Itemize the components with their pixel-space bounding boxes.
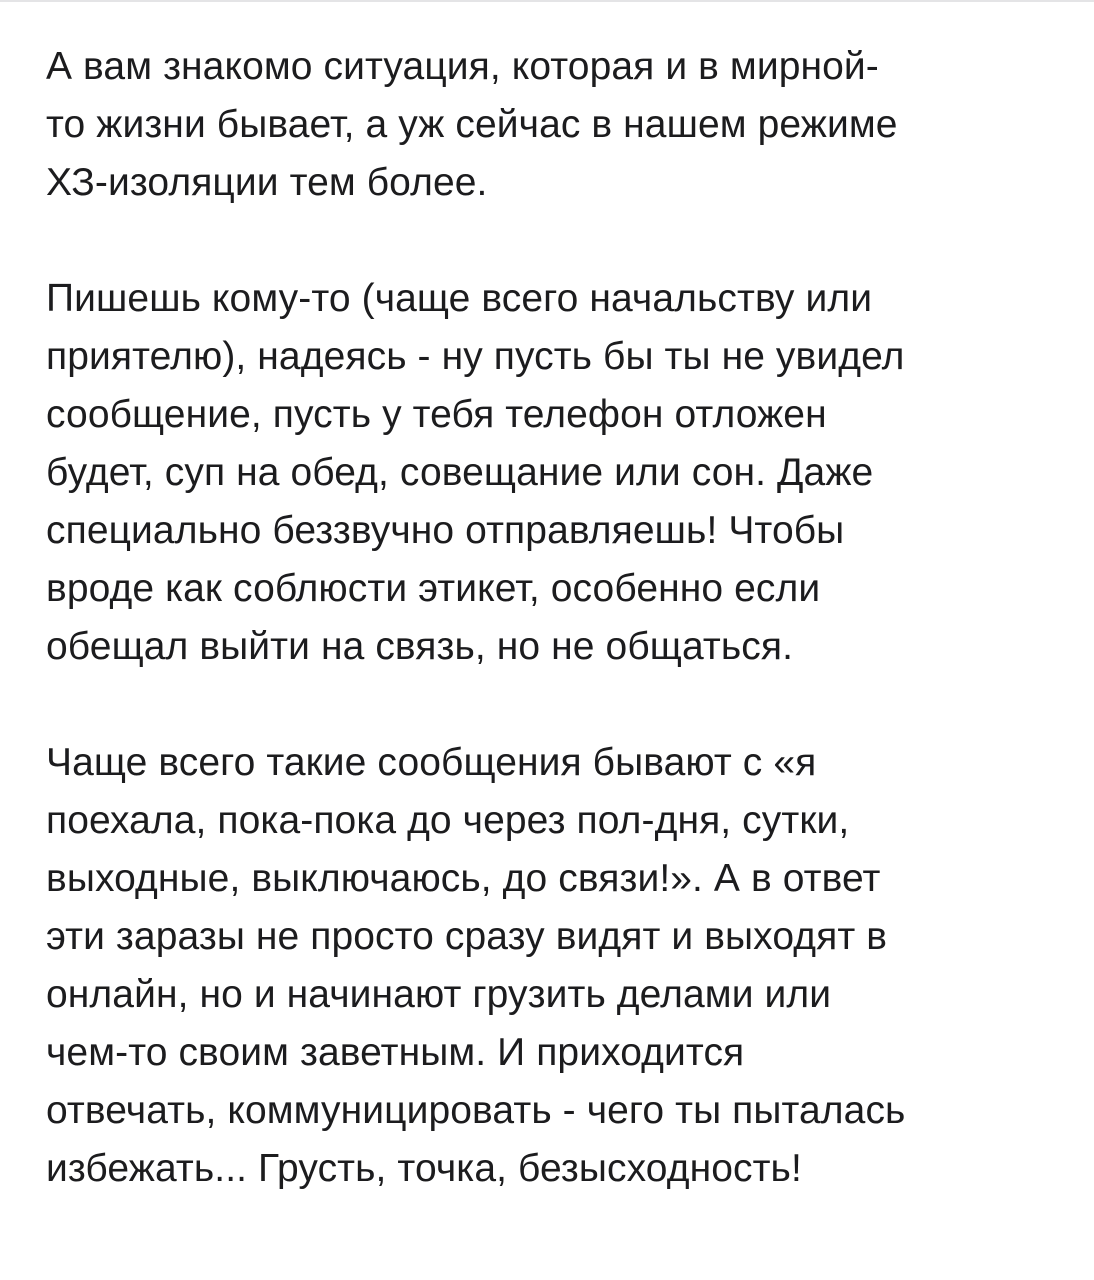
text-line: эти заразы не просто сразу видят и выходят в: [46, 915, 888, 958]
paragraph-1: [46, 38, 1056, 212]
text-line: поехала, пока-пока до через пол-дня, сутки,: [46, 799, 850, 842]
text-line: приятелю), надеясь - ну пусть бы ты не увидел: [46, 335, 905, 378]
text-line: вроде как соблюсти этикет, особенно если: [46, 567, 821, 610]
paragraph-2: [46, 270, 1056, 676]
text-line: будет, суп на обед, совещание или сон. Даже: [46, 451, 874, 494]
text-line: А вам знакомо ситуация, которая и в мирной-: [46, 45, 879, 88]
paragraph-3: [46, 734, 1056, 1198]
text-line: ХЗ-изоляции тем более.: [46, 161, 488, 204]
text-line: обещал выйти на связь, но не общаться.: [46, 625, 794, 668]
top-divider: [0, 0, 1094, 2]
text-line: отвечать, коммуницировать - чего ты пыталась: [46, 1089, 906, 1132]
text-line: Чаще всего такие сообщения бывают с «я: [46, 741, 817, 784]
text-line: онлайн, но и начинают грузить делами или: [46, 973, 832, 1016]
post-text: [46, 38, 1056, 1198]
text-line: выходные, выключаюсь, до связи!». А в ответ: [46, 857, 881, 900]
text-line: то жизни бывает, а уж сейчас в нашем режиме: [46, 103, 898, 146]
text-line: Пишешь кому-то (чаще всего начальству или: [46, 277, 873, 320]
text-line: чем-то своим заветным. И приходится: [46, 1031, 745, 1074]
text-line: специально беззвучно отправляешь! Чтобы: [46, 509, 845, 552]
text-line: сообщение, пусть у тебя телефон отложен: [46, 393, 827, 436]
text-line: избежать... Грусть, точка, безысходность!: [46, 1147, 802, 1190]
